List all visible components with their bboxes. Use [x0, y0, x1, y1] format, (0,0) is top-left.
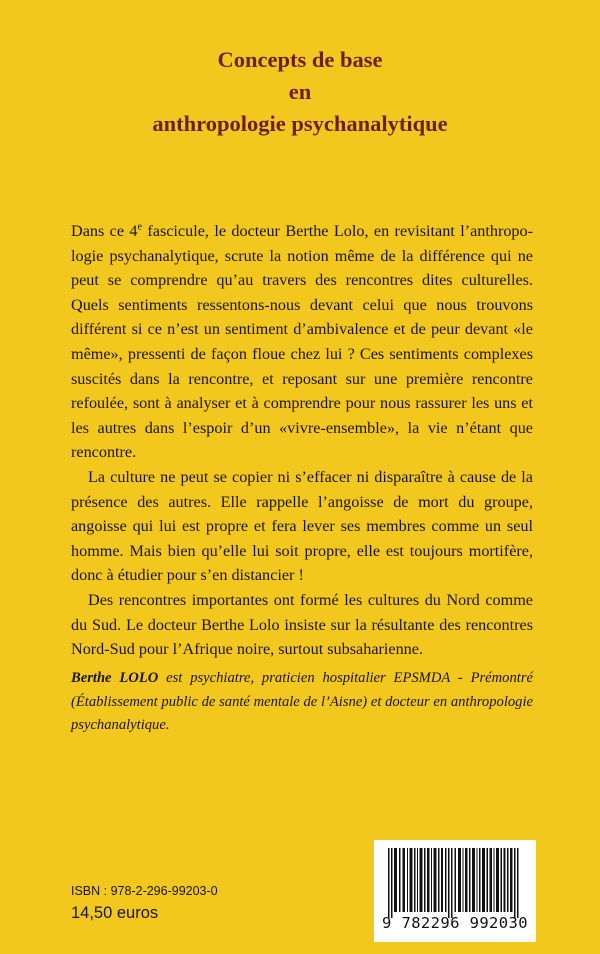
summary-p1-start: Dans ce 4 [71, 222, 138, 240]
summary-p1-rest: fascicule, le docteur Berthe Lolo, en revisitant l’anthropologie psychanalytique, scrute la notion même de la différence qui ne peut se comprendre qu’au travers des rencontres dites culturelles. Quels sentiments ressentons-nous devant celui que nous trouvons différent si ce n’est un sentiment d’ambivalence et de peur devant «le même», pressenti de façon floue chez lui ? Ces sentiments complexes suscités dans la rencontre, et reposant sur une première rencontre refoulée, sont à analyser et à comprendre pour nous rassurer les uns et les autres dans l’espoir d’un «vivre-ensemble», la vie n’étant que rencontre. [71, 222, 534, 462]
title-line: Concepts de base [217, 47, 383, 72]
price-label: 14,50 euros [71, 904, 159, 922]
author-bio [71, 667, 533, 738]
isbn-label: ISBN : 978-2-296-99203-0 [71, 884, 218, 898]
barcode-digits: 9 782296 992030 [382, 914, 528, 932]
summary-paragraph: La culture ne peut se copier ni s’effacer ni disparaître à cause de la présence des autres. Elle rappelle l’angoisse de mort du groupe, angoisse qui lui est propre et fera lever ses membres comme un seul homme. Mais bien qu’elle lui soit propre, elle est toujours mortifère, donc à étudier pour s’en distancier ! [71, 467, 533, 585]
barcode [374, 840, 536, 942]
summary-paragraph: Des rencontres importantes ont formé les cultures du Nord comme du Sud. Le docteur Berthe Lolo insiste sur la résultante des rencontres Nord-Sud pour l’Afrique noire, surtout subsaharienne. [71, 590, 533, 659]
summary-paragraph [71, 219, 533, 465]
title-line: en [288, 79, 312, 104]
ordinal-superscript: e [137, 221, 142, 233]
author-name: Berthe LOLO [71, 670, 159, 686]
summary-text [71, 219, 533, 662]
book-title [0, 44, 600, 140]
author-bio-text: est psychiatre, praticien hospitalier EPSMDA - Prémontré (Établissement public de santé mentale de l’Aisne) et docteur en anthropologie psychanalytique. [71, 670, 533, 733]
title-line: anthropologie psychanalytique [152, 111, 448, 136]
